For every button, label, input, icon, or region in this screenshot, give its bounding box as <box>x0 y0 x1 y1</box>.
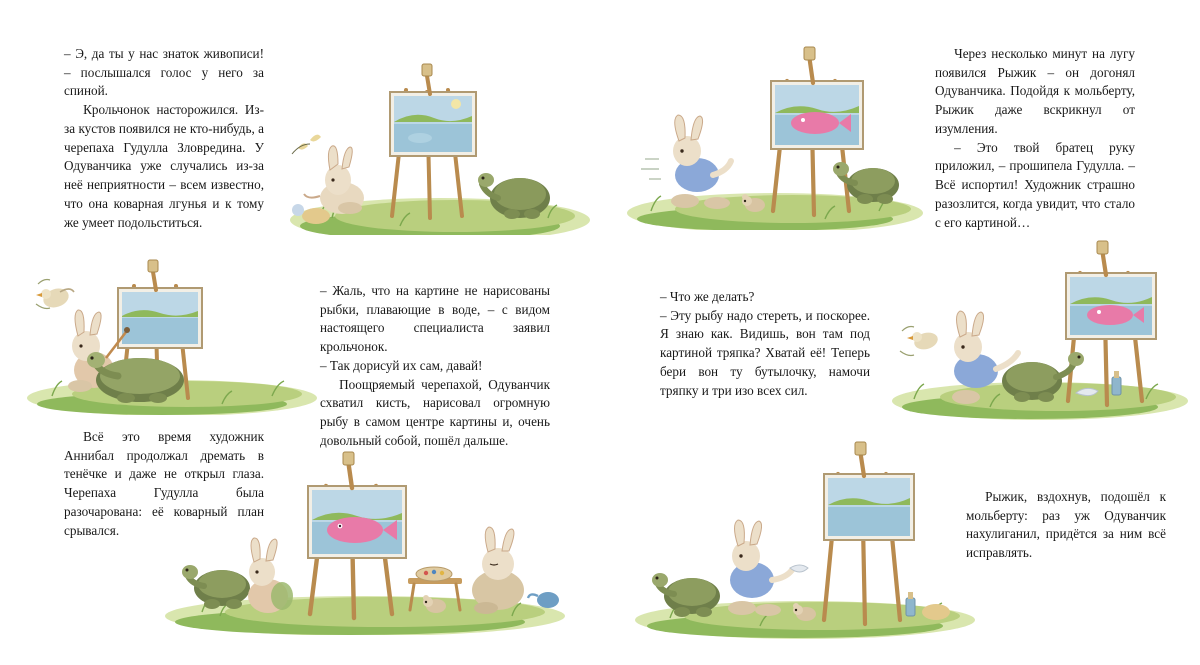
paragraph: Рыжик, вздохнув, подошёл к мольберту: раз уж Одуванчик нахулиганил, придётся за ним всё исправлять. <box>966 489 1166 561</box>
paragraph: – Так дорисуй их сам, давай! <box>320 357 483 373</box>
paragraph: – Эту рыбу надо стереть, и поскорее. Я знаю как. Видишь, вон там под картиной тряпка? Хватай её! Теперь бери вон ту бутылочку, намочи тряпку и три изо всех сил. <box>660 307 870 398</box>
illustration-rabbit-fixes-painting <box>630 440 980 640</box>
paragraph: – Э, да ты у нас знаток живописи! – послышался голос у него за спиной. <box>64 46 264 99</box>
illustration-svg <box>22 240 322 415</box>
paragraph: Через несколько минут на лугу появился Рыжик – он догонял Одуванчика. Подойдя к мольберту, Рыжик даже вскрикнул от изумления. <box>935 46 1135 136</box>
right-text-block-1 <box>935 45 1135 232</box>
paragraph: Всё это время художник Аннибал продолжал дремать в тенёчке и даже не открыл глаза. Черепаха Гудулла была разочарована: её коварный план срывался. <box>64 429 264 538</box>
illustration-turtle-encourages-rabbit <box>22 240 322 415</box>
illustration-rabbit-turtle-easel <box>280 30 590 235</box>
right-text-block-3 <box>966 488 1166 563</box>
right-page <box>600 0 1200 665</box>
illustration-pink-fish-painted <box>150 420 570 635</box>
paragraph: Поощряемый черепахой, Одуванчик схватил кисть, нарисовал огромную рыбу в самом центре картины и, очень довольный собой, пошёл дальше. <box>320 376 550 448</box>
left-text-block-1 <box>64 45 264 232</box>
illustration-svg <box>150 420 570 635</box>
paragraph: Крольчонок насторожился. Из-за кустов появился не кто-нибудь, а черепаха Гудулла Зловредина. У Одуванчика уже случались из-за неё неприятности – всем известно, что она коварная лгунья и к тому же умеет подольститься. <box>64 102 264 230</box>
right-text-block-2 <box>660 288 870 400</box>
illustration-svg <box>280 30 590 235</box>
paragraph: – Что же делать? <box>660 289 755 304</box>
illustration-turtle-points-to-rag <box>880 235 1190 420</box>
illustration-svg <box>630 440 980 640</box>
paragraph: – Жаль, что на картине не нарисованы рыбки, плавающие в воде, – с видом настоящего специалиста заявил крольчонок. <box>320 283 550 355</box>
illustration-svg <box>625 25 925 230</box>
illustration-svg <box>880 235 1190 420</box>
paragraph: – Это твой братец руку приложил, – прошипела Гудулла. – Всё испортил! Художник страшно разозлится, когда увидит, что стало с его картиной… <box>935 139 1135 230</box>
rabbit-figure <box>304 146 364 214</box>
illustration-running-rabbit-arrives <box>625 25 925 230</box>
